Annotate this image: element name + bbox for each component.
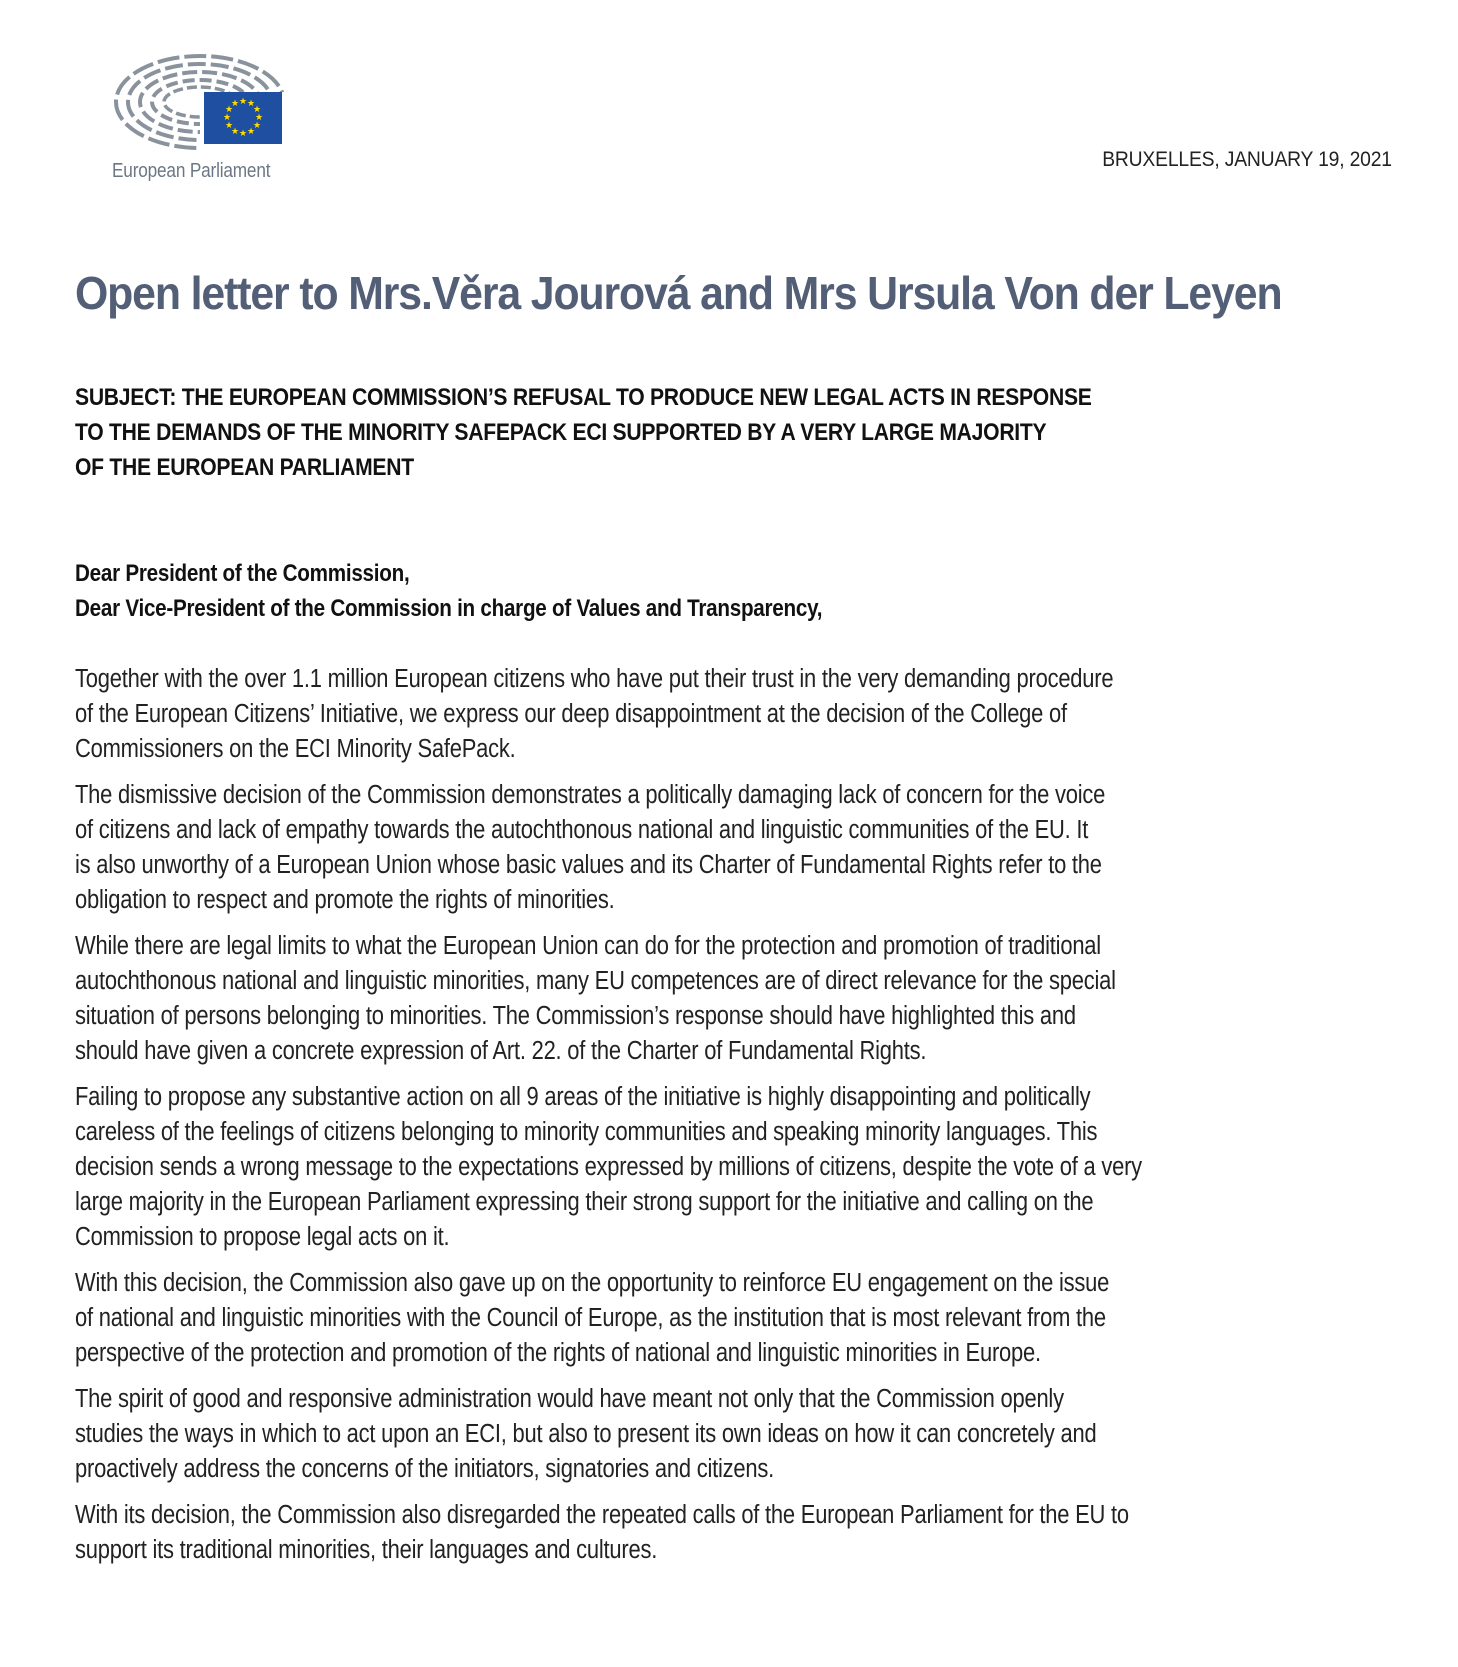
paragraph-line: of the European Citizens’ Initiative, we express our deep disappointment at the decision of the College of xyxy=(75,700,1067,728)
paragraph xyxy=(75,778,1365,918)
paragraph-line: Commission to propose legal acts on it. xyxy=(75,1223,450,1251)
paragraph xyxy=(75,1498,1365,1568)
paragraph-line: proactively address the concerns of the initiators, signatories and citizens. xyxy=(75,1455,774,1483)
svg-text:★: ★ xyxy=(254,113,264,123)
paragraph-line: of national and linguistic minorities with the Council of Europe, as the institution that is most relevant from the xyxy=(75,1304,1106,1332)
svg-text:★: ★ xyxy=(230,99,240,109)
paragraph-line: of citizens and lack of empathy towards the autochthonous national and linguistic communities of the EU. It xyxy=(75,816,1089,844)
paragraph xyxy=(75,1266,1365,1371)
european-parliament-logo xyxy=(112,52,302,187)
paragraph-line: The dismissive decision of the Commission demonstrates a politically damaging lack of concern for the voice xyxy=(75,781,1106,809)
subject-line: OF THE EUROPEAN PARLIAMENT xyxy=(75,454,414,481)
paragraph xyxy=(75,1080,1365,1255)
paragraph-line: autochthonous national and linguistic minorities, many EU competences are of direct relevance for the special xyxy=(75,967,1116,995)
subject-line: TO THE DEMANDS OF THE MINORITY SAFEPACK ECI SUPPORTED BY A VERY LARGE MAJORITY xyxy=(75,419,1047,446)
paragraph-line: situation of persons belonging to minorities. The Commission’s response should have highlighted this and xyxy=(75,1002,1076,1030)
svg-text:★: ★ xyxy=(238,129,248,139)
svg-text:★: ★ xyxy=(246,99,256,109)
salutation-line: Dear President of the Commission, xyxy=(75,560,410,587)
svg-text:★: ★ xyxy=(246,127,256,137)
paragraph-line: obligation to respect and promote the rights of minorities. xyxy=(75,886,615,914)
paragraph-line: Failing to propose any substantive action on all 9 areas of the initiative is highly disappointing and politically xyxy=(75,1083,1091,1111)
paragraph-line: Together with the over 1.1 million European citizens who have put their trust in the very demanding procedure xyxy=(75,665,1114,693)
paragraph-line: careless of the feelings of citizens belonging to minority communities and speaking minority languages. This xyxy=(75,1118,1098,1146)
svg-text:★: ★ xyxy=(224,121,234,131)
paragraph-line: The spirit of good and responsive administration would have meant not only that the Commission openly xyxy=(75,1385,1064,1413)
salutation xyxy=(75,556,822,626)
svg-text:★: ★ xyxy=(224,105,234,115)
svg-text:★: ★ xyxy=(230,127,240,137)
dateline: BRUXELLES, JANUARY 19, 2021 xyxy=(1102,148,1392,171)
svg-text:★: ★ xyxy=(252,121,262,131)
paragraph-line: With its decision, the Commission also disregarded the repeated calls of the European Parliament for the EU to xyxy=(75,1501,1129,1529)
paragraph-line: large majority in the European Parliament expressing their strong support for the initiative and calling on the xyxy=(75,1188,1094,1216)
svg-text:★: ★ xyxy=(222,113,232,123)
paragraph-line: is also unworthy of a European Union whose basic values and its Charter of Fundamental Rights refer to the xyxy=(75,851,1102,879)
salutation-line: Dear Vice-President of the Commission in charge of Values and Transparency, xyxy=(75,595,823,622)
letter-title: Open letter to Mrs.Věra Jourová and Mrs Ursula Von der Leyen xyxy=(75,267,1282,319)
paragraph-line: support its traditional minorities, their languages and cultures. xyxy=(75,1536,658,1564)
paragraph-line: perspective of the protection and promotion of the rights of national and linguistic minorities in Europe. xyxy=(75,1339,1041,1367)
logo-label: European Parliament xyxy=(112,160,271,182)
paragraph-line: While there are legal limits to what the European Union can do for the protection and promotion of traditional xyxy=(75,932,1101,960)
svg-text:★: ★ xyxy=(238,97,248,107)
paragraph-line: With this decision, the Commission also gave up on the opportunity to reinforce EU engagement on the issue xyxy=(75,1269,1110,1297)
paragraph-line: decision sends a wrong message to the expectations expressed by millions of citizens, despite the vote of a very xyxy=(75,1153,1142,1181)
svg-text:★: ★ xyxy=(252,105,262,115)
paragraph-line: studies the ways in which to act upon an ECI, but also to present its own ideas on how it can concretely and xyxy=(75,1420,1097,1448)
paragraph xyxy=(75,1382,1365,1487)
paragraph-line: should have given a concrete expression of Art. 22. of the Charter of Fundamental Rights. xyxy=(75,1037,927,1065)
paragraph xyxy=(75,662,1365,767)
hemicycle-icon xyxy=(112,52,302,152)
letter-body xyxy=(75,662,1365,1579)
paragraph-line: Commissioners on the ECI Minority SafePack. xyxy=(75,735,516,763)
subject-heading xyxy=(75,380,1092,485)
paragraph xyxy=(75,929,1365,1069)
subject-line: SUBJECT: THE EUROPEAN COMMISSION’S REFUSAL TO PRODUCE NEW LEGAL ACTS IN RESPONSE xyxy=(75,384,1092,411)
